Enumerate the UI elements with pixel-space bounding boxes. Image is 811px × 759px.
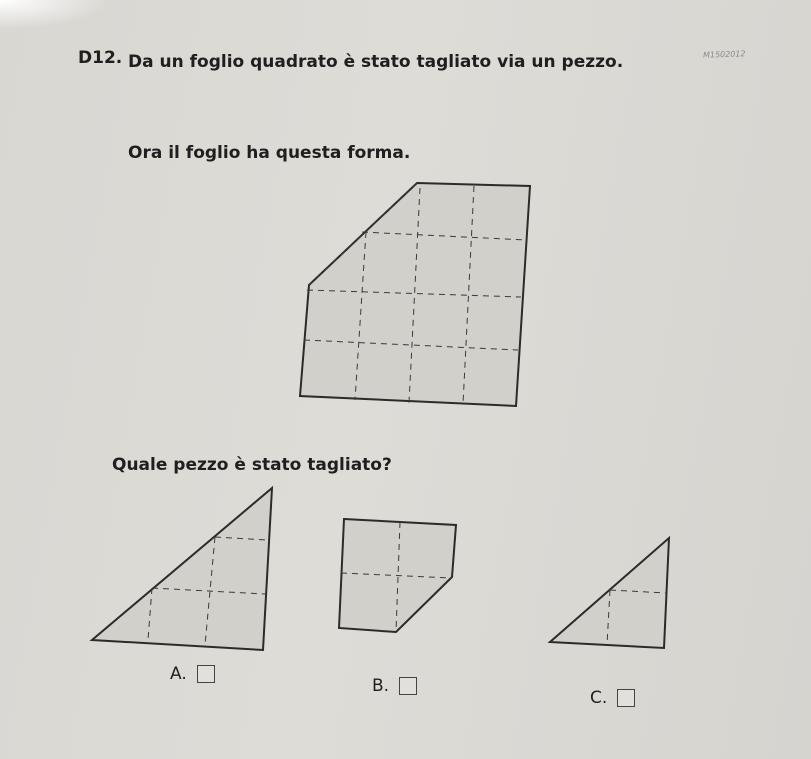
remaining-sheet-figure [300,183,530,406]
option-a-shape [92,488,272,650]
question-line2: Ora il foglio ha questa forma. [128,143,411,163]
option-a-figure [92,488,272,650]
question-statement: Da un foglio quadrato è stato tagliato via un pezzo. [128,52,624,72]
option-c[interactable] [590,688,635,708]
option-a-checkbox[interactable] [197,665,215,683]
option-a[interactable] [170,664,215,684]
sheet-shape [300,183,530,406]
item-code: M1502012 [702,49,746,60]
question-number: D12. [78,48,123,68]
option-b-checkbox[interactable] [399,677,417,695]
option-c-checkbox[interactable] [617,689,635,707]
option-b[interactable] [372,676,417,696]
option-b-label: B. [372,676,390,696]
option-c-figure [550,538,669,648]
option-a-label: A. [170,664,187,684]
option-c-label: C. [590,688,608,708]
question-prompt: Quale pezzo è stato tagliato? [112,455,392,475]
option-b-figure [339,519,456,632]
